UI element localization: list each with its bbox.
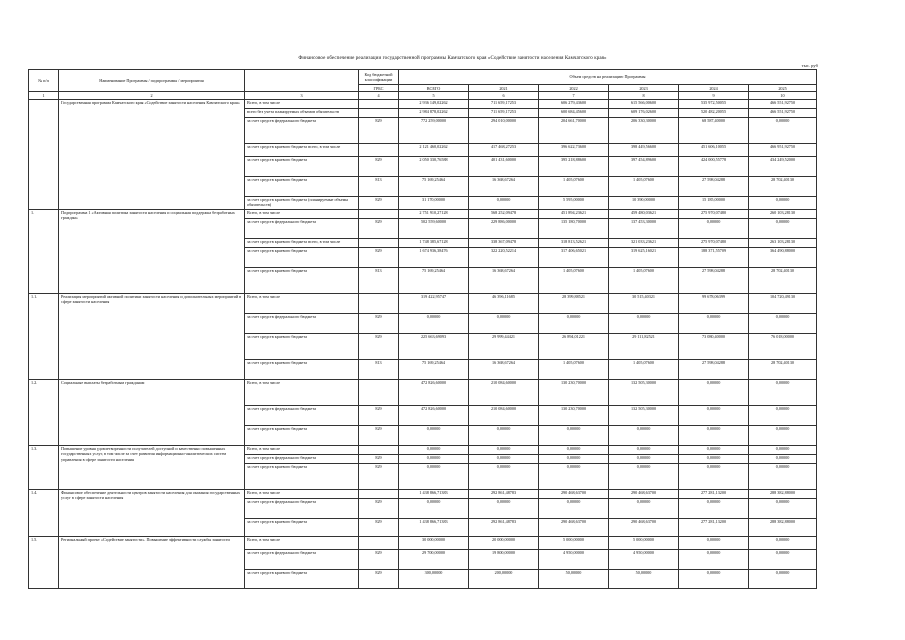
- year-value: 321 033,23621: [609, 238, 679, 247]
- column-number: 9: [679, 92, 749, 99]
- year-value: 16 368,67264: [469, 267, 539, 293]
- grbs-code: 813: [359, 359, 399, 379]
- row-number: 1.5.: [29, 536, 59, 588]
- year-value: 5 595,00000: [539, 196, 609, 209]
- year-value: 317 406,65021: [539, 247, 609, 267]
- column-number: 5: [399, 92, 469, 99]
- grbs-code: 829: [359, 549, 399, 569]
- year-value: 29 999,44421: [469, 333, 539, 359]
- funding-source: Всего, в том числе: [245, 379, 359, 405]
- year-value: 288 382,88000: [749, 489, 817, 498]
- grbs-code: [359, 489, 399, 498]
- year-value: 0,00000: [749, 536, 817, 549]
- program-name: Государственная программа Камчатского края «Содействие занятости населения Камчатского края»: [59, 99, 245, 209]
- year-value: 0,00000: [609, 454, 679, 463]
- grbs-code: [359, 238, 399, 247]
- total-value: 29 700,00000: [399, 549, 469, 569]
- year-value: 1 405,07600: [609, 267, 679, 293]
- year-value: 434 249,52000: [749, 156, 817, 176]
- year-value: 1 405,07600: [539, 359, 609, 379]
- row-number: 1.4.: [29, 489, 59, 536]
- grbs-code: 829: [359, 463, 399, 489]
- header-year: 2024: [679, 85, 749, 92]
- total-value: 319 422,95747: [399, 293, 469, 313]
- funding-source: за счет средств краевого бюджета: [245, 333, 359, 359]
- year-value: 0,00000: [679, 313, 749, 333]
- year-value: 137 453,30000: [609, 218, 679, 238]
- funding-source: за счет средств краевого бюджета: [245, 176, 359, 196]
- year-value: 0,00000: [749, 549, 817, 569]
- year-value: 0,00000: [469, 498, 539, 518]
- header-year: 2023: [609, 85, 679, 92]
- year-value: 27 598,04288: [679, 359, 749, 379]
- grbs-code: 813: [359, 176, 399, 196]
- grbs-code: [359, 99, 399, 108]
- year-value: 0,00000: [679, 405, 749, 425]
- year-value: 364 490,88000: [749, 247, 817, 267]
- header-total: ВСЕГО: [399, 85, 469, 92]
- total-value: 75 169,25464: [399, 176, 469, 196]
- year-value: 0,00000: [749, 218, 817, 238]
- total-value: 2 121 460,02262: [399, 143, 469, 156]
- program-name: Повышение уровня удовлетворенности получателей доступной и качественно повышенных государственных услуг, в том числе за счет развития информационно-аналитических систем управления в сфере занятости населения: [59, 445, 245, 489]
- total-value: 1 438 866,71383: [399, 489, 469, 498]
- year-value: 424 000,55778: [679, 156, 749, 176]
- total-value: 75 169,25464: [399, 359, 469, 379]
- funding-source: за счет средств федерального бюджета: [245, 498, 359, 518]
- funding-source: за счет средств краевого бюджета: [245, 518, 359, 536]
- funding-source: Всего, в том числе: [245, 209, 359, 218]
- funding-source: Всего, в том числе: [245, 445, 359, 454]
- year-value: 600 684,45600: [539, 108, 609, 117]
- year-value: 0,00000: [539, 445, 609, 454]
- year-value: 396 622,73600: [539, 143, 609, 156]
- year-value: 260 103,28130: [749, 209, 817, 218]
- grbs-code: 829: [359, 569, 399, 588]
- year-value: 288 382,88000: [749, 518, 817, 536]
- total-value: 2 751 910,27128: [399, 209, 469, 218]
- total-value: 502 559,60000: [399, 218, 469, 238]
- funding-source: за счет средств федерального бюджета: [245, 313, 359, 333]
- year-value: 0,00000: [539, 454, 609, 463]
- year-value: 20 000,00000: [469, 536, 539, 549]
- year-value: 0,00000: [609, 313, 679, 333]
- year-value: 0,00000: [749, 405, 817, 425]
- year-value: 294 010,00000: [469, 117, 539, 143]
- year-value: 338 367,09478: [469, 238, 539, 247]
- funding-source: за счет средств краевого бюджета: [245, 463, 359, 489]
- total-value: 31 170,00000: [399, 196, 469, 209]
- year-value: 135 180,70000: [539, 218, 609, 238]
- column-number: 10: [749, 92, 817, 99]
- row-number: 1.1.: [29, 293, 59, 379]
- year-value: 28 399,88521: [539, 293, 609, 313]
- year-value: 451 894,23621: [539, 209, 609, 218]
- total-value: 300,00000: [399, 569, 469, 588]
- row-number: 1.: [29, 209, 59, 293]
- grbs-code: [359, 379, 399, 405]
- year-value: 290 468,63700: [609, 518, 679, 536]
- total-value: 472 826,60000: [399, 405, 469, 425]
- header-volume: Объем средств на реализацию Программы: [399, 70, 817, 85]
- header-num: № п/п: [29, 70, 59, 92]
- year-value: 0,00000: [539, 313, 609, 333]
- year-value: 395 218,88600: [539, 156, 609, 176]
- total-value: 2 936 149,02262: [399, 99, 469, 108]
- header-kbk: Код бюджетной классификации: [359, 70, 399, 85]
- year-value: 28 702,40130: [749, 267, 817, 293]
- year-value: 398 449,56600: [609, 143, 679, 156]
- grbs-code: 829: [359, 498, 399, 518]
- table-row: [29, 99, 817, 108]
- total-value: 0,00000: [399, 313, 469, 333]
- year-value: 0,00000: [679, 569, 749, 588]
- total-value: 1 674 936,38476: [399, 247, 469, 267]
- table-row: [29, 489, 817, 498]
- column-number: 1: [29, 92, 59, 99]
- funding-source: за счет средств краевого бюджета (планируемые объемы обязательств): [245, 196, 359, 209]
- funding-source: за счет средств краевого бюджета: [245, 425, 359, 445]
- year-value: 28 702,40130: [749, 359, 817, 379]
- year-value: 0,00000: [469, 425, 539, 445]
- grbs-code: 829: [359, 454, 399, 463]
- total-value: 2 984 878,02262: [399, 108, 469, 117]
- year-value: 29 111,82521: [609, 333, 679, 359]
- grbs-code: [359, 445, 399, 454]
- funding-source: за счет средств краевого бюджета: [245, 267, 359, 293]
- year-value: 711 659,17253: [469, 108, 539, 117]
- year-value: 451 606,10055: [679, 143, 749, 156]
- year-value: 290 468,63700: [609, 489, 679, 498]
- year-value: 0,00000: [679, 463, 749, 489]
- year-value: 76 018,00000: [749, 333, 817, 359]
- total-value: 0,00000: [399, 463, 469, 489]
- year-value: 0,00000: [679, 498, 749, 518]
- total-value: 225 663,69093: [399, 333, 469, 359]
- year-value: 290 468,63700: [539, 489, 609, 498]
- year-value: 104 720,49130: [749, 293, 817, 313]
- units-label: тыс. руб: [801, 63, 818, 68]
- year-value: 0,00000: [539, 425, 609, 445]
- year-value: 277 281,13200: [679, 489, 749, 498]
- year-value: 0,00000: [679, 536, 749, 549]
- year-value: 0,00000: [609, 445, 679, 454]
- table-row: [29, 209, 817, 218]
- grbs-code: 829: [359, 218, 399, 238]
- funding-source: Всего, в том числе: [245, 489, 359, 498]
- year-value: 520 482,20055: [679, 108, 749, 117]
- year-value: 16 368,67264: [469, 359, 539, 379]
- year-value: 46 396,11685: [469, 293, 539, 313]
- year-value: 0,00000: [469, 313, 539, 333]
- grbs-code: 829: [359, 518, 399, 536]
- year-value: 200,00000: [469, 569, 539, 588]
- grbs-code: 829: [359, 333, 399, 359]
- program-name: Финансовое обеспечение деятельности центров занятости населения для оказания государственных услуг в сфере занятости населения: [59, 489, 245, 536]
- year-value: 0,00000: [679, 218, 749, 238]
- year-value: 0,00000: [749, 196, 817, 209]
- year-value: 0,00000: [679, 549, 749, 569]
- table-row: [29, 536, 817, 549]
- grbs-code: [359, 293, 399, 313]
- year-value: 459 480,03621: [609, 209, 679, 218]
- header-year: 2022: [539, 85, 609, 92]
- funding-source: за счет средств федерального бюджета: [245, 117, 359, 143]
- row-number: [29, 99, 59, 209]
- year-value: 0,00000: [469, 445, 539, 454]
- year-value: 130 230,70000: [539, 405, 609, 425]
- year-value: 397 454,89600: [609, 156, 679, 176]
- year-value: 27 598,04288: [679, 176, 749, 196]
- year-value: 0,00000: [749, 445, 817, 454]
- year-value: 0,00000: [469, 196, 539, 209]
- year-value: 0,00000: [609, 425, 679, 445]
- program-name: Региональный проект «Содействие занятости». Повышение эффективности службы занятости: [59, 536, 245, 588]
- year-value: 15 185,00000: [679, 196, 749, 209]
- year-value: 4 950,00000: [609, 549, 679, 569]
- year-value: 19 800,00000: [469, 549, 539, 569]
- header-source: [245, 70, 359, 92]
- year-value: 50,00000: [539, 569, 609, 588]
- year-value: 5 000,00000: [539, 536, 609, 549]
- year-value: 1 405,07600: [539, 176, 609, 196]
- year-value: 16 368,67264: [469, 176, 539, 196]
- year-value: 0,00000: [469, 454, 539, 463]
- year-value: 417 468,27253: [469, 143, 539, 156]
- year-value: 319 625,16021: [609, 247, 679, 267]
- grbs-code: [359, 143, 399, 156]
- grbs-code: 829: [359, 117, 399, 143]
- year-value: 0,00000: [679, 454, 749, 463]
- total-value: 0,00000: [399, 445, 469, 454]
- header-year: 2025: [749, 85, 817, 92]
- year-value: 609 176,02600: [609, 108, 679, 117]
- program-name: Социальные выплаты безработным гражданам: [59, 379, 245, 445]
- year-value: 132 505,30000: [609, 379, 679, 405]
- total-value: 1 748 385,67128: [399, 238, 469, 247]
- total-value: 772 259,00000: [399, 117, 469, 143]
- year-value: 275 970,07480: [679, 209, 749, 218]
- grbs-code: 813: [359, 267, 399, 293]
- total-value: 0,00000: [399, 454, 469, 463]
- year-value: 322 220,52214: [469, 247, 539, 267]
- grbs-code: 829: [359, 247, 399, 267]
- header-name: Наименование Программы / подпрограммы / мероприятия: [59, 70, 245, 92]
- funding-source: за счет средств краевого бюджета всего, в том числе: [245, 238, 359, 247]
- year-value: 711 659,17253: [469, 99, 539, 108]
- year-value: 0,00000: [749, 498, 817, 518]
- funding-source: за счет средств федерального бюджета: [245, 405, 359, 425]
- grbs-code: [359, 108, 399, 117]
- year-value: 210 084,60000: [469, 405, 539, 425]
- funding-source: Всего, в том числе: [245, 536, 359, 549]
- total-value: 30 000,00000: [399, 536, 469, 549]
- year-value: 568 252,09478: [469, 209, 539, 218]
- program-name: Подпрограмма 1 «Активная политика занятости населения и социальная поддержка безработных граждан»: [59, 209, 245, 293]
- grbs-code: 829: [359, 313, 399, 333]
- grbs-code: 829: [359, 156, 399, 176]
- year-value: 0,00000: [679, 379, 749, 405]
- program-name: Реализация мероприятий активной политики занятости населения и дополнительных мероприятий в сфере занятости населения: [59, 293, 245, 379]
- year-value: 30 515,40321: [609, 293, 679, 313]
- year-value: 263 103,28130: [749, 238, 817, 247]
- funding-source: за счет средств федерального бюджета: [245, 218, 359, 238]
- year-value: 1 405,07600: [609, 176, 679, 196]
- year-value: 277 281,13200: [679, 518, 749, 536]
- year-value: 466 551,92750: [749, 99, 817, 108]
- year-value: 318 813,52621: [539, 238, 609, 247]
- year-value: 0,00000: [539, 463, 609, 489]
- year-value: 0,00000: [539, 498, 609, 518]
- year-value: 615 566,00600: [609, 99, 679, 108]
- header-grbs: ГРБС: [359, 85, 399, 92]
- year-value: 130 230,70000: [539, 379, 609, 405]
- total-value: 0,00000: [399, 425, 469, 445]
- year-value: 466 951,92750: [749, 143, 817, 156]
- grbs-code: 829: [359, 425, 399, 445]
- year-value: 10 390,00000: [609, 196, 679, 209]
- year-value: 206 330,30000: [609, 117, 679, 143]
- funding-source: за счет средств краевого бюджета всего, в том числе: [245, 143, 359, 156]
- year-value: 0,00000: [749, 379, 817, 405]
- year-value: 1 405,07600: [539, 267, 609, 293]
- financing-table: [28, 69, 817, 589]
- year-value: 0,00000: [749, 425, 817, 445]
- year-value: 290 468,63700: [539, 518, 609, 536]
- total-value: 472 826,60000: [399, 379, 469, 405]
- grbs-code: [359, 536, 399, 549]
- grbs-code: 829: [359, 405, 399, 425]
- total-value: 2 050 330,76588: [399, 156, 469, 176]
- year-value: 0,00000: [679, 445, 749, 454]
- funding-source: за счет средств краевого бюджета: [245, 156, 359, 176]
- year-value: 0,00000: [749, 569, 817, 588]
- header-year: 2021: [469, 85, 539, 92]
- year-value: 535 972,50055: [679, 99, 749, 108]
- funding-source: всего без учета планируемых объемов обязательств: [245, 108, 359, 117]
- column-number: 6: [469, 92, 539, 99]
- total-value: 0,00000: [399, 498, 469, 518]
- year-value: 466 551,92750: [749, 108, 817, 117]
- year-value: 27 598,04288: [679, 267, 749, 293]
- year-value: 0,00000: [749, 454, 817, 463]
- year-value: 210 084,60000: [469, 379, 539, 405]
- year-value: 292 861,48783: [469, 518, 539, 536]
- funding-source: за счет средств федерального бюджета: [245, 454, 359, 463]
- year-value: 28 702,40130: [749, 176, 817, 196]
- year-value: 1 405,07600: [609, 359, 679, 379]
- row-number: 1.2.: [29, 379, 59, 445]
- year-value: 132 505,30000: [609, 405, 679, 425]
- year-value: 0,00000: [609, 498, 679, 518]
- year-value: 0,00000: [609, 463, 679, 489]
- year-value: 275 970,07480: [679, 238, 749, 247]
- funding-source: за счет средств федерального бюджета: [245, 549, 359, 569]
- year-value: 68 587,40000: [679, 117, 749, 143]
- year-value: 0,00000: [679, 425, 749, 445]
- row-number: 1.3.: [29, 445, 59, 489]
- column-number: 2: [59, 92, 245, 99]
- funding-source: за счет средств краевого бюджета: [245, 569, 359, 588]
- table-row: [29, 379, 817, 405]
- year-value: 0,00000: [469, 463, 539, 489]
- year-value: 50,00000: [609, 569, 679, 588]
- column-number: 7: [539, 92, 609, 99]
- year-value: 606 279,43600: [539, 99, 609, 108]
- grbs-code: [359, 209, 399, 218]
- page-title: Финансовое обеспечение реализации государственной программы Камчатского края «Содействие занятости населения Камчатского края»: [298, 56, 607, 61]
- year-value: 292 861,48783: [469, 489, 539, 498]
- total-value: 75 169,25464: [399, 267, 469, 293]
- year-value: 0,00000: [749, 117, 817, 143]
- table-row: [29, 293, 817, 313]
- column-number: 4: [359, 92, 399, 99]
- grbs-code: 829: [359, 196, 399, 209]
- funding-source: Всего, в том числе: [245, 293, 359, 313]
- column-number: 8: [609, 92, 679, 99]
- year-value: 5 000,00000: [609, 536, 679, 549]
- funding-source: за счет средств краевого бюджета: [245, 247, 359, 267]
- funding-source: Всего, в том числе: [245, 99, 359, 108]
- year-value: 401 431,60000: [469, 156, 539, 176]
- year-value: 73 080,40000: [679, 333, 749, 359]
- year-value: 188 371,55709: [679, 247, 749, 267]
- year-value: 0,00000: [749, 313, 817, 333]
- year-value: 229 886,00000: [469, 218, 539, 238]
- column-number: 3: [245, 92, 359, 99]
- total-value: 1 438 866,71383: [399, 518, 469, 536]
- year-value: 204 661,70000: [539, 117, 609, 143]
- year-value: 26 894,01221: [539, 333, 609, 359]
- year-value: 0,00000: [749, 463, 817, 489]
- table-row: [29, 445, 817, 454]
- year-value: 4 950,00000: [539, 549, 609, 569]
- year-value: 99 678,06399: [679, 293, 749, 313]
- funding-source: за счет средств краевого бюджета: [245, 359, 359, 379]
